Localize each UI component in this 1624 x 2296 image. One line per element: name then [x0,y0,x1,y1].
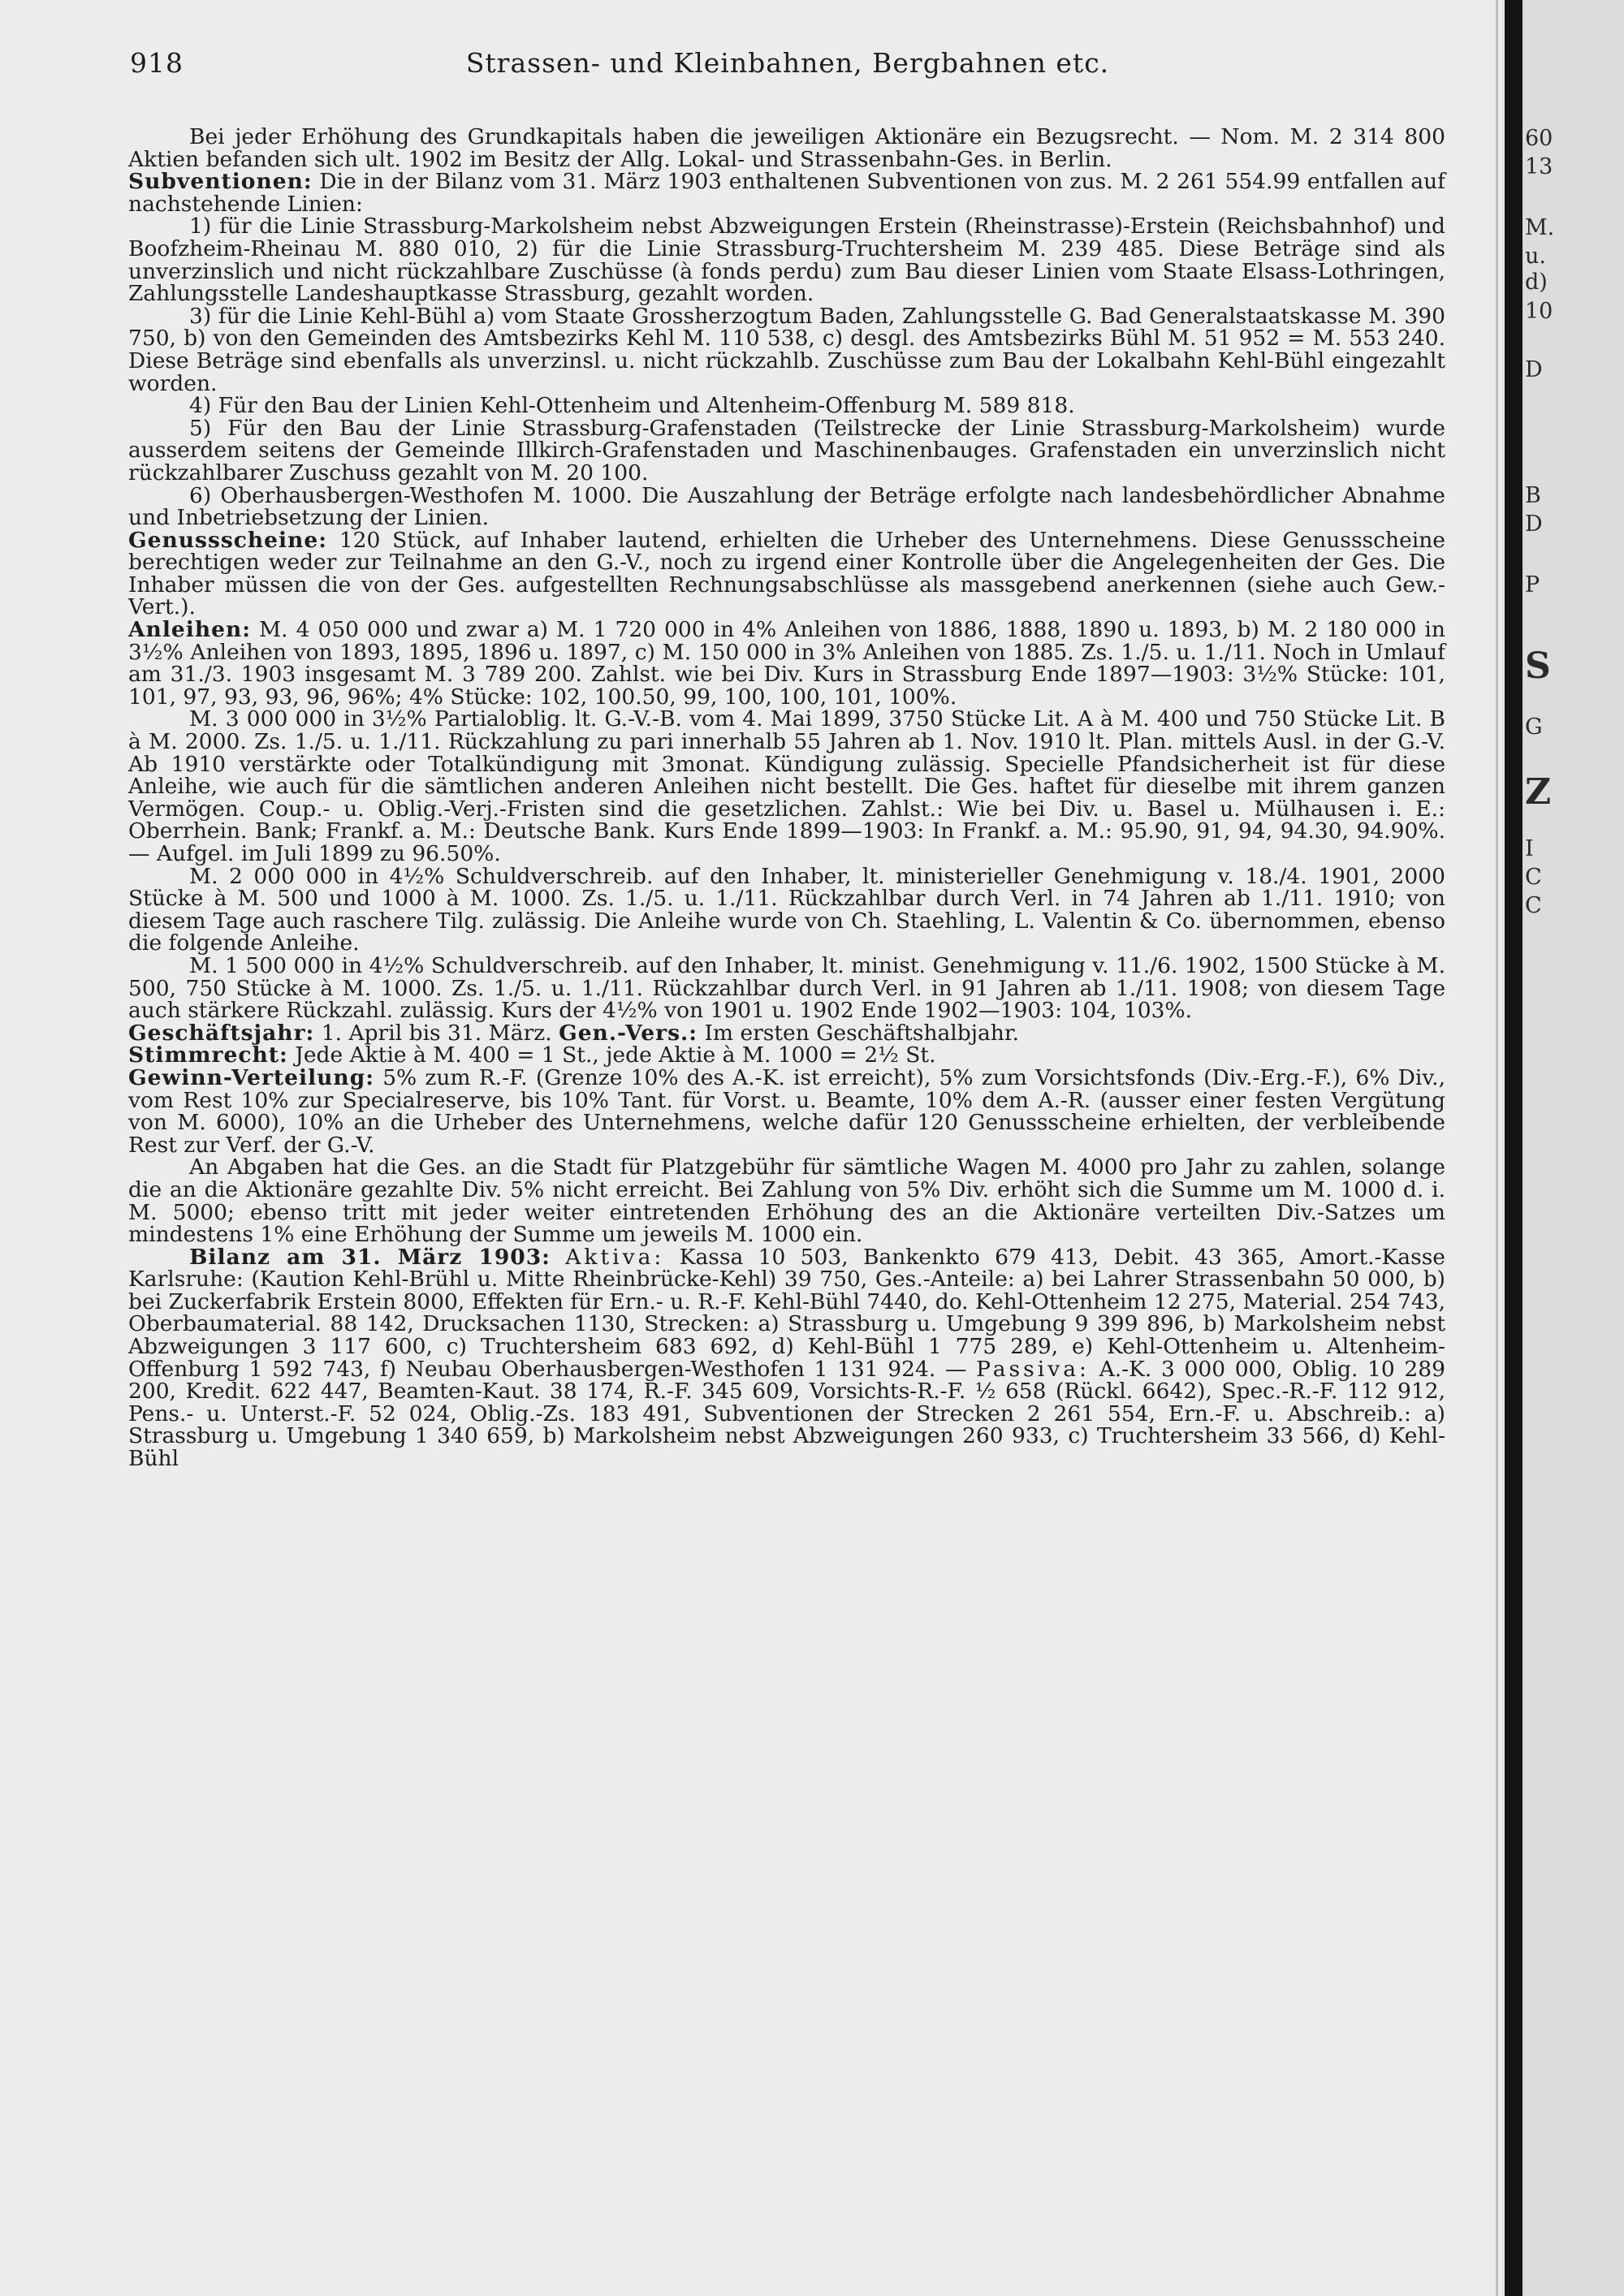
paragraph: M. 2 000 000 in 4½% Schuldverschreib. auf den Inhaber, lt. ministerieller Genehmigung v. 18./4. 1901, 2000 Stücke à M. 500 und 1000 à M. 1000. Zs. 1./5. u. 1./11. Rückzahlbar durch Verl. in 74 Jahren ab 1./11. 1910; von diesem Tage auch raschere Tilg. zulässig. Die Anleihe wurde von Ch. Staehling, L. Valentin & Co. übernommen, ebenso die folgende Anleihe. [128,863,1445,956]
paragraph: 3) für die Linie Kehl-Bühl a) vom Staate Grossherzogtum Baden, Zahlungsstelle G. Bad Generalstaatskasse M. 390 750, b) von den Gemeinden des Amtsbezirks Kehl M. 110 538, c) desgl. des Amtsbezirks Bühl M. 51 952 = M. 553 240. Diese Beträge sind ebenfalls als unverzinsl. u. nicht rückzahlb. Zuschüsse zum Bau der Lokalbahn Kehl-Bühl eingezahlt worden. [128,303,1445,396]
section-text: Im ersten Geschäftshalbjahr. [704,1020,1020,1046]
edge-fragment: I [1525,836,1534,861]
genussscheine-section [128,529,1445,619]
paragraph: 5) Für den Bau der Linie Strassburg-Grafenstaden (Teilstrecke der Linie Strassburg-Markolsheim) wurde ausserdem seitens der Gemeinde Illkirch-Grafenstaden und Maschinenbauges. Grafenstaden ein unverzinslich nicht rückzahlbarer Zuschuss gezahlt von M. 20 100. [128,415,1445,486]
subventionen-section [128,170,1445,215]
gewinn-section [128,1064,1445,1158]
page-number: 918 [130,47,184,79]
section-text: Die in der Bilanz vom 31. März 1903 enthaltenen Subventionen von zus. M. 2 261 554.99 entfallen auf nachstehende Linien: [128,169,1445,217]
paragraph: 6) Oberhausbergen-Westhofen M. 1000. Die Auszahlung der Beträge erfolgte nach landesbehördlicher Abnahme und Inbetriebsetzung der Linien. [128,482,1445,531]
edge-fragment: C [1525,893,1542,918]
binding-edge [1505,0,1522,2296]
section-text: 5% zum R.-F. (Grenze 10% des A.-K. ist erreicht), 5% zum Vorsichtsfonds (Div.-Erg.-F.), 6% Div., vom Rest 10% zur Specialreserve, bis 10% Tant. für Vorst. u. Beamte, 10% dem A.-R. (ausser einer festen Vergütung von M. 6000), 10% an die Urheber des Unternehmens, welche dafür 120 Genussscheine erhielten, der verbleibende Rest zur Verf. der G.-V. [128,1064,1445,1158]
edge-fragment: 10 [1525,299,1553,324]
edge-fragment: C [1525,865,1542,890]
section-heading: Stimmrecht: [128,1042,288,1068]
body-text [128,126,1445,1470]
passiva-text: A.-K. 3 000 000, Oblig. 10 289 200, Kredit. 622 447, Beamten-Kaut. 38 174, R.-F. 345 609, Vorsichts-R.-F. ½ 658 (Rückl. 6642), Spec.-R.-F. 112 912, Pens.- u. Unterst.-F. 52 024, Oblig.-Zs. 183 491, Subventionen der Strecken 2 261 554, Ern.-F. u. Abschreib.: a) Strassburg u. Umgebung 1 340 659, b) Markolsheim nebst Abzweigungen 260 933, c) Truchtersheim 33 566, d) Kehl-Bühl [128,1356,1445,1472]
section-text: 120 Stück, auf Inhaber lautend, erhielten die Urheber des Unternehmens. Diese Genussscheine berechtigen weder zur Teilnahme an den G.-V., noch zu irgend einer Kontrolle über die Angelegenheiten der Ges. Die Inhaber müssen die von der Ges. aufgestellten Rechnungsabschlüsse als massgebend anerkennen (siehe auch Gew.-Vert.). [128,527,1445,620]
section-heading: Anleihen: [128,617,251,643]
section-heading: Geschäftsjahr: [128,1020,315,1046]
running-header [130,47,1445,88]
edge-fragment: D [1525,511,1543,537]
facing-page-edge [1522,0,1624,2296]
paragraph: 1) für die Linie Strassburg-Markolsheim nebst Abzweigungen Erstein (Rheinstrasse)-Erstein (Reichsbahnhof) und Boofzheim-Rheinau M. 880 010, 2) für die Linie Strassburg-Truchtersheim M. 239 485. Diese Beträge sind als unverzinslich und nicht rückzahlbare Zuschüsse (à fonds perdu) zum Bau dieser Linien vom Staate Elsass-Lothringen, Zahlungsstelle Landeshauptkasse Strassburg, gezahlt worden. [128,214,1445,307]
edge-fragment: Z [1525,771,1552,813]
edge-fragment: D [1525,357,1543,382]
paragraph: M. 1 500 000 in 4½% Schuldverschreib. auf den Inhaber, lt. minist. Genehmigung v. 11./6. 1902, 1500 Stücke à M. 500, 750 Stücke à M. 1000. Zs. 1./5. u. 1./11. Rückzahlbar durch Verl. in 91 Jahren ab 1./11. 1908; von diesem Tage auch stärkere Rückzahl. zulässig. Kurs der 4½% von 1901 u. 1902 Ende 1902—1903: 104, 103%. [128,952,1445,1024]
section-heading: Gewinn-Verteilung: [128,1064,375,1090]
geschaeftsjahr-section [128,1022,1445,1045]
edge-fragment: u. [1525,244,1546,269]
aktiva-label: Aktiva: [565,1244,665,1270]
stimmrecht-section [128,1044,1445,1067]
edge-fragment: M. [1525,215,1555,240]
page-fold-line [1496,0,1498,2296]
edge-fragment: S [1525,645,1551,687]
paragraph: 4) Für den Bau der Linien Kehl-Ottenheim und Altenheim-Offenburg M. 589 818. [189,393,1075,419]
section-text: 1. April bis 31. März. [321,1020,552,1046]
paragraph: M. 3 000 000 in 3½% Partialoblig. lt. G.-V.-B. vom 4. Mai 1899, 3750 Stücke Lit. A à M. 400 und 750 Stücke Lit. B à M. 2000. Zs. 1./5. u. 1./11. Rückzahlung zu pari innerhalb 55 Jahren ab 1. Nov. 1910 lt. Plan. mittels Ausl. in der G.-V. Ab 1910 verstärkte oder Totalkündigung mit 3monat. Kündigung zulässig. Specielle Pfandsicherheit ist für diese Anleihe, wie auch für die sämtlichen anderen Anleihen nicht bestellt. Die Ges. haftet für dieselbe mit ihrem ganzen Vermögen. Coup.- u. Oblig.-Verj.-Fristen sind die gesetzlichen. Zahlst.: Wie bei Div. u. Basel u. Mülhausen i. E.: Oberrhein. Bank; Frankf. a. M.: Deutsche Bank. Kurs Ende 1899—1903: In Frankf. a. M.: 95.90, 91, 94, 94.30, 94.90%. — Aufgel. im Juli 1899 zu 96.50%. [128,706,1445,866]
edge-fragment: d) [1525,270,1548,295]
section-heading: Gen.-Vers.: [559,1020,698,1046]
section-text: Jede Aktie à M. 400 = 1 St., jede Aktie à M. 1000 = 2½ St. [295,1042,936,1068]
paragraph: An Abgaben hat die Ges. an die Stadt für Platzgebühr für sämtliche Wagen M. 4000 pro Jahr zu zahlen, solange die an die Aktionäre gezahlte Div. 5% nicht erreicht. Bei Zahlung von 5% Div. erhöht sich die Summe um M. 1000 d. i. M. 5000; ebenso tritt mit jeder weiter eintretenden Erhöhung des an die Aktionäre verteilten Div.-Satzes um mindestens 1% eine Erhöhung der Summe um jeweils M. 1000 ein. [128,1154,1445,1248]
running-title: Strassen- und Kleinbahnen, Bergbahnen etc. [465,47,1110,79]
edge-fragment: G [1525,714,1543,740]
bilanz-section [128,1246,1445,1470]
passiva-label: Passiva: [976,1356,1090,1382]
section-heading: Subventionen: [128,169,313,195]
section-heading: Bilanz am 31. März 1903: [189,1244,551,1270]
edge-fragment: 60 [1525,126,1553,151]
edge-fragment: P [1525,572,1540,598]
section-heading: Genussscheine: [128,527,328,553]
edge-fragment: B [1525,483,1541,508]
intro-paragraph: Bei jeder Erhöhung des Grundkapitals haben die jeweiligen Aktionäre ein Bezugsrecht. — Nom. M. 2 314 800 Aktien befanden sich ult. 1902 im Besitz der Allg. Lokal- und Strassenbahn-Ges. in Berlin. [128,124,1445,172]
edge-fragment: 13 [1525,154,1553,179]
section-text: M. 4 050 000 und zwar a) M. 1 720 000 in 4% Anleihen von 1886, 1888, 1890 u. 1893, b) M. 2 180 000 in 3½% Anleihen von 1893, 1895, 1896 u. 1897, c) M. 150 000 in 3% Anleihen von 1885. Zs. 1./5. u. 1./11. Noch in Umlauf am 31./3. 1903 insgesamt M. 3 789 200. Zahlst. wie bei Div. Kurs in Strassburg Ende 1897—1903: 3½% Stücke: 101, 101, 97, 93, 93, 96, 96%; 4% Stücke: 102, 100.50, 99, 100, 100, 101, 100%. [128,617,1445,710]
aktiva-text: Kassa 10 503, Bankenkto 679 413, Debit. 43 365, Amort.-Kasse Karlsruhe: (Kaution Kehl-Brühl u. Mitte Rheinbrücke-Kehl) 39 750, Ges.-Anteile: a) bei Lahrer Strassenbahn 50 000, b) bei Zuckerfabrik Erstein 8000, Effekten für Ern.- u. R.-F. Kehl-Bühl 7440, do. Kehl-Ottenheim 12 275, Material. 254 743, Oberbaumaterial. 88 142, Drucksachen 1130, Strecken: a) Strassburg u. Umgebung 9 399 896, b) Markolsheim nebst Abzweigungen 3 117 600, c) Truchtersheim 683 692, d) Kehl-Bühl 1 775 289, e) Kehl-Ottenheim u. Altenheim-Offenburg 1 592 743, f) Neubau Oberhausbergen-Westhofen 1 131 924. — [128,1244,1445,1382]
anleihen-section [128,619,1445,708]
